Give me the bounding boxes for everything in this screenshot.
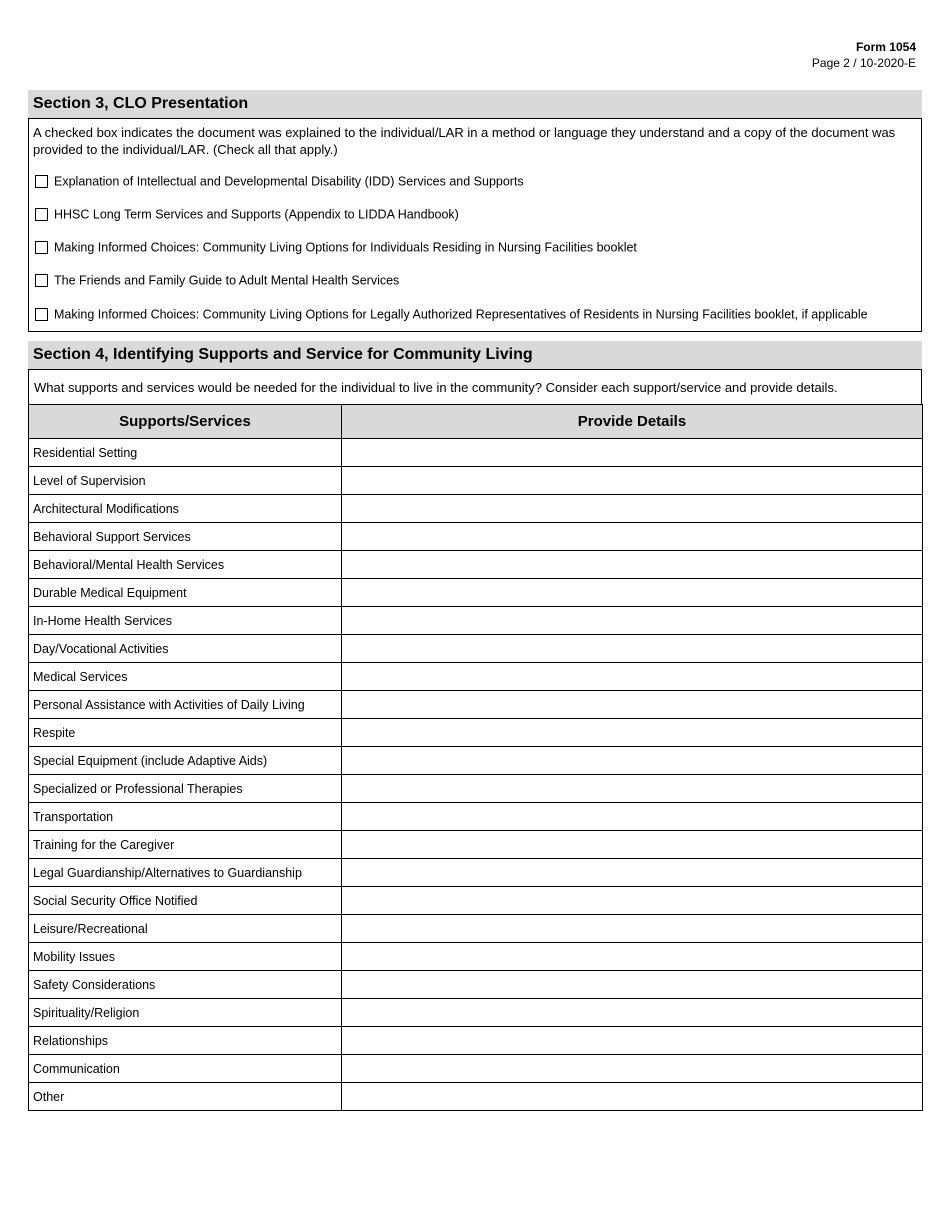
support-service-label: Behavioral Support Services — [29, 523, 342, 551]
table-row — [29, 803, 923, 831]
details-field[interactable] — [342, 747, 923, 775]
support-service-label: Behavioral/Mental Health Services — [29, 551, 342, 579]
table-row — [29, 999, 923, 1027]
support-service-label: Special Equipment (include Adaptive Aids) — [29, 747, 342, 775]
form-number: Form 1054 — [855, 40, 916, 54]
table-row — [29, 943, 923, 971]
details-field[interactable] — [342, 943, 923, 971]
table-row — [29, 1083, 923, 1111]
table-row — [29, 523, 923, 551]
support-service-label: Spirituality/Religion — [29, 999, 342, 1027]
details-field[interactable] — [342, 803, 923, 831]
details-field[interactable] — [342, 887, 923, 915]
section-3-title: Section 3, CLO Presentation — [28, 90, 922, 118]
table-row — [29, 747, 923, 775]
support-service-label: Mobility Issues — [29, 943, 342, 971]
table-row — [29, 691, 923, 719]
checkbox-label: Explanation of Intellectual and Developmental Disability (IDD) Services and Supports — [54, 174, 524, 189]
table-row — [29, 467, 923, 495]
checkbox[interactable] — [35, 308, 48, 321]
checklist-item — [35, 306, 868, 322]
checklist-item — [35, 173, 524, 189]
table-row — [29, 635, 923, 663]
support-service-label: Specialized or Professional Therapies — [29, 775, 342, 803]
details-field[interactable] — [342, 859, 923, 887]
table-row — [29, 719, 923, 747]
support-service-label: Training for the Caregiver — [29, 831, 342, 859]
table-row — [29, 915, 923, 943]
details-field[interactable] — [342, 775, 923, 803]
column-header-supports: Supports/Services — [29, 405, 342, 439]
details-field[interactable] — [342, 719, 923, 747]
table-row — [29, 579, 923, 607]
section-4-intro: What supports and services would be needed for the individual to live in the community? Consider each support/service and provide details. — [28, 369, 922, 405]
checkbox[interactable] — [35, 208, 48, 221]
checkbox[interactable] — [35, 241, 48, 254]
details-field[interactable] — [342, 999, 923, 1027]
details-field[interactable] — [342, 495, 923, 523]
details-field[interactable] — [342, 439, 923, 467]
checkbox-label: Making Informed Choices: Community Living Options for Legally Authorized Representatives of Residents in Nursing Facilities booklet, if applicable — [54, 307, 868, 322]
support-service-label: Respite — [29, 719, 342, 747]
checklist-item — [35, 239, 637, 255]
details-field[interactable] — [342, 1083, 923, 1111]
details-field[interactable] — [342, 1027, 923, 1055]
table-row — [29, 551, 923, 579]
support-service-label: Durable Medical Equipment — [29, 579, 342, 607]
details-field[interactable] — [342, 1055, 923, 1083]
section-3-intro: A checked box indicates the document was explained to the individual/LAR in a method or language they understand and a copy of the document was provided to the individual/LAR. (Check all that apply.) — [33, 125, 896, 157]
table-row — [29, 1027, 923, 1055]
checkbox[interactable] — [35, 274, 48, 287]
support-service-label: Legal Guardianship/Alternatives to Guardianship — [29, 859, 342, 887]
details-field[interactable] — [342, 579, 923, 607]
form-header — [812, 39, 916, 71]
table-row — [29, 495, 923, 523]
details-field[interactable] — [342, 635, 923, 663]
support-service-label: Relationships — [29, 1027, 342, 1055]
details-field[interactable] — [342, 831, 923, 859]
table-row — [29, 775, 923, 803]
support-service-label: Medical Services — [29, 663, 342, 691]
table-row — [29, 831, 923, 859]
support-service-label: Level of Supervision — [29, 467, 342, 495]
table-row — [29, 663, 923, 691]
table-row — [29, 859, 923, 887]
checklist-item — [35, 206, 459, 222]
page-info: Page 2 / 10-2020-E — [811, 56, 916, 70]
table-header-row — [29, 405, 923, 439]
table-row — [29, 439, 923, 467]
support-service-label: Social Security Office Notified — [29, 887, 342, 915]
column-header-details: Provide Details — [342, 405, 923, 439]
details-field[interactable] — [342, 915, 923, 943]
table-row — [29, 1055, 923, 1083]
section-4-title: Section 4, Identifying Supports and Service for Community Living — [28, 341, 922, 369]
support-service-label: Other — [29, 1083, 342, 1111]
section-3-box — [28, 118, 922, 332]
table-body — [29, 439, 923, 1111]
table-row — [29, 607, 923, 635]
supports-table — [28, 404, 923, 1111]
checkbox-label: Making Informed Choices: Community Living Options for Individuals Residing in Nursing Facilities booklet — [54, 240, 637, 255]
checkbox-label: HHSC Long Term Services and Supports (Appendix to LIDDA Handbook) — [54, 207, 459, 222]
checklist-item — [35, 272, 399, 288]
table-row — [29, 971, 923, 999]
support-service-label: Communication — [29, 1055, 342, 1083]
support-service-label: Leisure/Recreational — [29, 915, 342, 943]
details-field[interactable] — [342, 607, 923, 635]
details-field[interactable] — [342, 551, 923, 579]
support-service-label: Residential Setting — [29, 439, 342, 467]
details-field[interactable] — [342, 971, 923, 999]
support-service-label: Safety Considerations — [29, 971, 342, 999]
details-field[interactable] — [342, 691, 923, 719]
support-service-label: Day/Vocational Activities — [29, 635, 342, 663]
details-field[interactable] — [342, 467, 923, 495]
table-row — [29, 887, 923, 915]
support-service-label: In-Home Health Services — [29, 607, 342, 635]
checkbox[interactable] — [35, 175, 48, 188]
details-field[interactable] — [342, 523, 923, 551]
support-service-label: Personal Assistance with Activities of Daily Living — [29, 691, 342, 719]
details-field[interactable] — [342, 663, 923, 691]
checkbox-label: The Friends and Family Guide to Adult Mental Health Services — [54, 273, 400, 288]
support-service-label: Architectural Modifications — [29, 495, 342, 523]
support-service-label: Transportation — [29, 803, 342, 831]
